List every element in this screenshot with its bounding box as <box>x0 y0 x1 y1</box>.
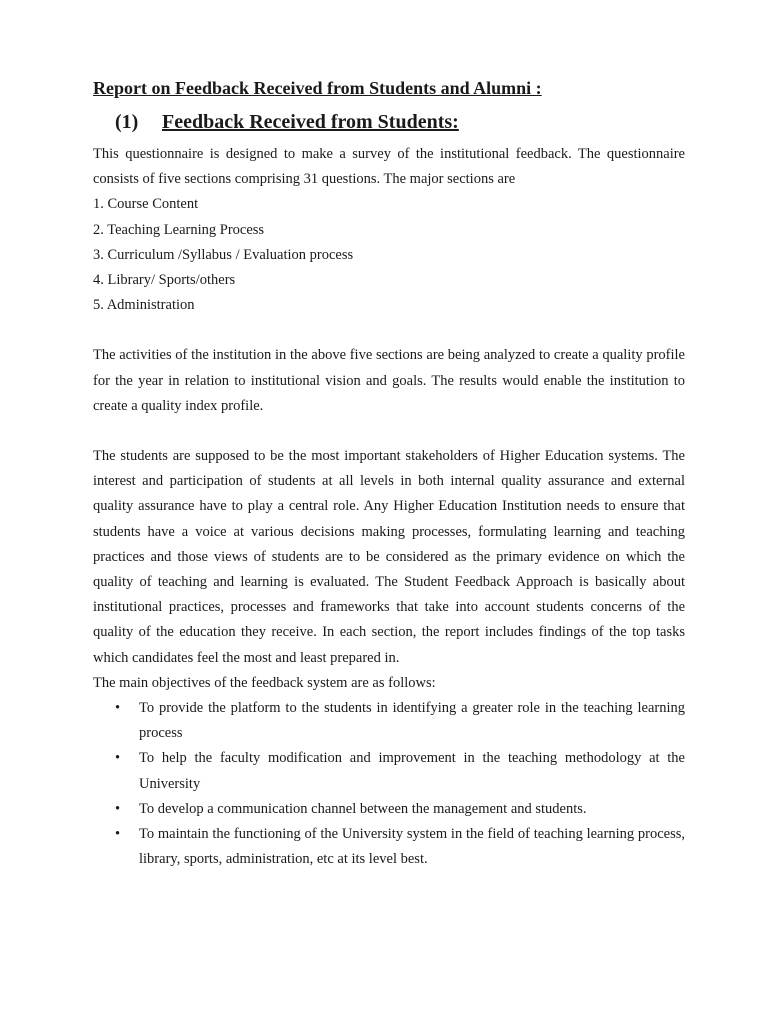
intro-paragraph: This questionnaire is designed to make a survey of the institutional feedback. The questionnaire consists of five sections comprising 31 questions. The major sections are <box>93 146 685 188</box>
section-item: 2. Teaching Learning Process <box>93 221 265 238</box>
subsection-number: (1) <box>115 111 139 133</box>
objectives-list <box>93 696 685 872</box>
objective-text: To maintain the functioning of the University system in the field of teaching learning process, library, sports, administration, etc at its level best. <box>139 826 685 868</box>
section-item: 5. Administration <box>93 297 195 314</box>
activities-paragraph: The activities of the institution in the above five sections are being analyzed to create a quality profile for the year in relation to institutional vision and goals. The results would enable the institution to create a quality index profile. <box>93 347 685 414</box>
objective-item <box>93 746 685 796</box>
subsection-title: Feedback Received from Students: <box>162 111 459 133</box>
report-title: Report on Feedback Received from Students and Alumni : <box>93 78 542 98</box>
bullet-icon: • <box>115 826 121 843</box>
bullet-icon: • <box>115 700 121 717</box>
objective-item <box>93 696 685 746</box>
subsection-heading <box>115 108 685 136</box>
bullet-icon: • <box>115 750 121 767</box>
bullet-icon: • <box>115 800 121 817</box>
major-sections-list <box>93 192 685 318</box>
section-item: 3. Curriculum /Syllabus / Evaluation process <box>93 246 354 263</box>
objective-text: To help the faculty modification and improvement in the teaching methodology at the University <box>139 750 685 792</box>
objective-item <box>93 797 685 822</box>
section-item: 4. Library/ Sports/others <box>93 272 236 289</box>
objectives-intro: The main objectives of the feedback system are as follows: <box>93 674 436 691</box>
objective-item <box>93 822 685 872</box>
students-paragraph: The students are supposed to be the most important stakeholders of Higher Education systems. The interest and participation of students at all levels in both internal quality assurance and external quality assurance have to play a central role. Any Higher Education Institution needs to ensure that students have a voice at various decisions making processes, formulating learning and teaching practices and those views of students are to be considered as the primary evidence on which the quality of teaching and learning is evaluated. The Student Feedback Approach is basically about institutional practices, processes and frameworks that take into account students concerns of the quality of the education they receive. In each section, the report includes findings of the top tasks which candidates feel the most and least prepared in. <box>93 448 685 666</box>
objective-text: To develop a communication channel between the management and students. <box>139 800 587 817</box>
objective-text: To provide the platform to the students in identifying a greater role in the teaching learning process <box>139 700 685 742</box>
section-item: 1. Course Content <box>93 196 199 213</box>
document-page <box>93 76 685 872</box>
